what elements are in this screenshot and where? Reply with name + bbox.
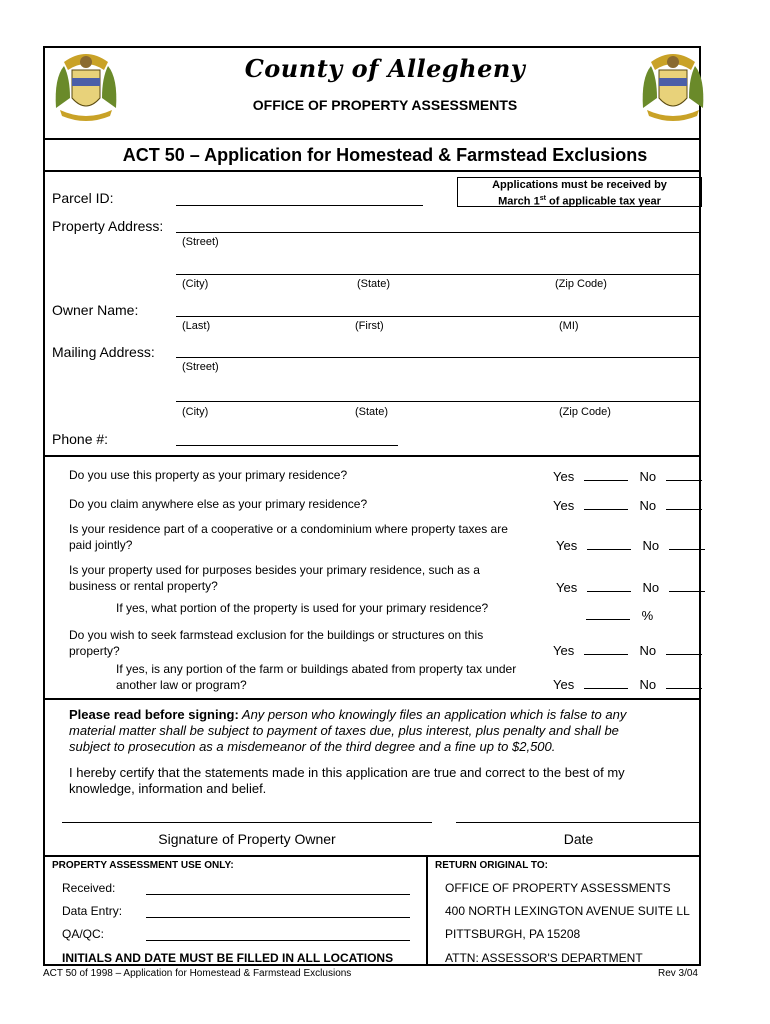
qa-qc-label: QA/QC: — [62, 927, 105, 941]
qa-qc-field[interactable] — [146, 940, 410, 941]
notice-line2: material matter shall be subject to payment of taxes due, plus interest, plus penalty and shall be — [69, 723, 619, 738]
question-cooperative-b: paid jointly? — [69, 538, 133, 552]
property-state-sublabel: (State) — [357, 278, 391, 290]
owner-mi-sublabel: (MI) — [559, 320, 579, 332]
answer-row-4 — [556, 579, 705, 595]
question-other-use-a: Is your property used for purposes besides your primary residence, such as a — [69, 563, 480, 577]
property-street-sublabel: (Street) — [182, 236, 219, 248]
percent-sign: % — [641, 608, 654, 623]
yes-blank[interactable] — [584, 676, 628, 689]
yes-blank[interactable] — [584, 468, 628, 481]
questions-divider — [43, 455, 701, 457]
header-divider — [43, 138, 701, 140]
question-abated-b: another law or program? — [116, 678, 247, 692]
return-line3: PITTSBURGH, PA 15208 — [445, 927, 581, 941]
no-label: No — [639, 498, 657, 513]
signing-notice — [69, 707, 699, 755]
yes-label: Yes — [556, 538, 578, 553]
deadline-box — [457, 177, 702, 207]
return-line4: ATTN: ASSESSOR'S DEPARTMENT — [445, 951, 643, 965]
no-blank[interactable] — [666, 497, 702, 510]
mailing-state-sublabel: (State) — [355, 406, 389, 418]
question-abated-a: If yes, is any portion of the farm or buildings abated from property tax under — [116, 662, 517, 676]
certify-line2: knowledge, information and belief. — [69, 781, 267, 796]
no-blank[interactable] — [666, 468, 702, 481]
notice-heading: Please read before signing: — [69, 707, 239, 722]
footer-left: ACT 50 of 1998 – Application for Homestead & Farmstead Exclusions — [43, 968, 352, 979]
parcel-id-label: Parcel ID: — [52, 190, 114, 206]
answer-row-2 — [553, 497, 702, 513]
question-portion-residence: If yes, what portion of the property is used for your primary residence? — [116, 601, 489, 615]
phone-label: Phone #: — [52, 431, 109, 447]
initials-notice: INITIALS AND DATE MUST BE FILLED IN ALL LOCATIONS — [62, 951, 394, 965]
signature-line[interactable] — [62, 822, 432, 823]
received-label: Received: — [62, 881, 116, 895]
data-entry-label: Data Entry: — [62, 904, 123, 918]
certify-statement — [69, 765, 699, 797]
deadline-date: March 1 — [498, 195, 540, 208]
yes-label: Yes — [553, 469, 575, 484]
date-label: Date — [563, 831, 594, 847]
deadline-sup: st — [539, 195, 546, 202]
yes-label: Yes — [553, 677, 575, 692]
office-use-heading: PROPERTY ASSESSMENT USE ONLY: — [52, 860, 234, 871]
answer-row-1 — [553, 468, 702, 484]
yes-blank[interactable] — [584, 642, 628, 655]
yes-blank[interactable] — [584, 497, 628, 510]
property-address-label: Property Address: — [52, 218, 164, 234]
answer-row-6 — [553, 642, 702, 658]
deadline-rest: of applicable tax year — [545, 195, 661, 208]
certify-line1: I hereby certify that the statements made in this application are true and correct to the best of my — [69, 765, 625, 780]
notice-divider — [43, 698, 701, 700]
no-label: No — [639, 643, 657, 658]
percent-blank[interactable] — [586, 607, 630, 620]
title-divider — [43, 170, 701, 172]
return-line1: OFFICE OF PROPERTY ASSESSMENTS — [445, 881, 671, 895]
owner-first-sublabel: (First) — [355, 320, 384, 332]
yes-label: Yes — [553, 643, 575, 658]
mailing-address-label: Mailing Address: — [52, 344, 155, 360]
office-divider — [43, 855, 701, 857]
no-label: No — [642, 538, 660, 553]
return-heading: RETURN ORIGINAL TO: — [435, 860, 548, 871]
answer-row-7 — [553, 676, 702, 692]
phone-field[interactable] — [176, 445, 398, 446]
question-farmstead-b: property? — [69, 644, 120, 658]
answer-row-3 — [556, 537, 705, 553]
no-blank[interactable] — [666, 676, 702, 689]
mailing-street-sublabel: (Street) — [182, 361, 219, 373]
mailing-city-sublabel: (City) — [182, 406, 209, 418]
property-zip-sublabel: (Zip Code) — [555, 278, 607, 290]
parcel-id-field[interactable] — [176, 205, 423, 206]
date-line[interactable] — [456, 822, 701, 823]
signature-label: Signature of Property Owner — [158, 831, 336, 847]
notice-line1 — [69, 707, 699, 723]
yes-label: Yes — [556, 580, 578, 595]
yes-blank[interactable] — [587, 579, 631, 592]
return-line2: 400 NORTH LEXINGTON AVENUE SUITE LL — [445, 904, 690, 918]
question-claim-elsewhere: Do you claim anywhere else as your primary residence? — [69, 497, 368, 511]
owner-name-label: Owner Name: — [52, 302, 139, 318]
notice-text1: Any person who knowingly files an application which is false to any — [238, 707, 627, 722]
mailing-zip-sublabel: (Zip Code) — [559, 406, 611, 418]
answer-row-5 — [586, 607, 653, 623]
mailing-city-state-zip-field[interactable] — [176, 401, 701, 402]
office-column-divider — [426, 855, 428, 966]
property-city-state-zip-field[interactable] — [176, 274, 701, 275]
deadline-line1: Applications must be received by — [492, 179, 667, 191]
property-city-sublabel: (City) — [182, 278, 209, 290]
no-label: No — [639, 677, 657, 692]
mailing-street-field[interactable] — [176, 357, 701, 358]
yes-blank[interactable] — [587, 537, 631, 550]
property-street-field[interactable] — [176, 232, 701, 233]
no-blank[interactable] — [666, 642, 702, 655]
owner-last-sublabel: (Last) — [182, 320, 211, 332]
yes-label: Yes — [553, 498, 575, 513]
question-farmstead-a: Do you wish to seek farmstead exclusion for the buildings or structures on this — [69, 628, 484, 642]
data-entry-field[interactable] — [146, 917, 410, 918]
question-primary-residence: Do you use this property as your primary residence? — [69, 468, 348, 482]
owner-name-field[interactable] — [176, 316, 701, 317]
office-title: OFFICE OF PROPERTY ASSESSMENTS — [252, 97, 518, 113]
form-title: ACT 50 – Application for Homestead & Farmstead Exclusions — [122, 145, 648, 165]
footer-right: Rev 3/04 — [657, 968, 698, 979]
no-blank[interactable] — [669, 537, 705, 550]
no-label: No — [642, 580, 660, 595]
question-cooperative-a: Is your residence part of a cooperative or a condominium where property taxes are — [69, 522, 508, 536]
no-label: No — [639, 469, 657, 484]
no-blank[interactable] — [669, 579, 705, 592]
deadline-line2 — [458, 192, 701, 209]
received-field[interactable] — [146, 894, 410, 895]
notice-line3: subject to prosecution as a misdemeanor of the third degree and a fine up to $2,500. — [69, 739, 556, 754]
question-other-use-b: business or rental property? — [69, 579, 218, 593]
county-title: County of Allegheny — [244, 54, 526, 83]
